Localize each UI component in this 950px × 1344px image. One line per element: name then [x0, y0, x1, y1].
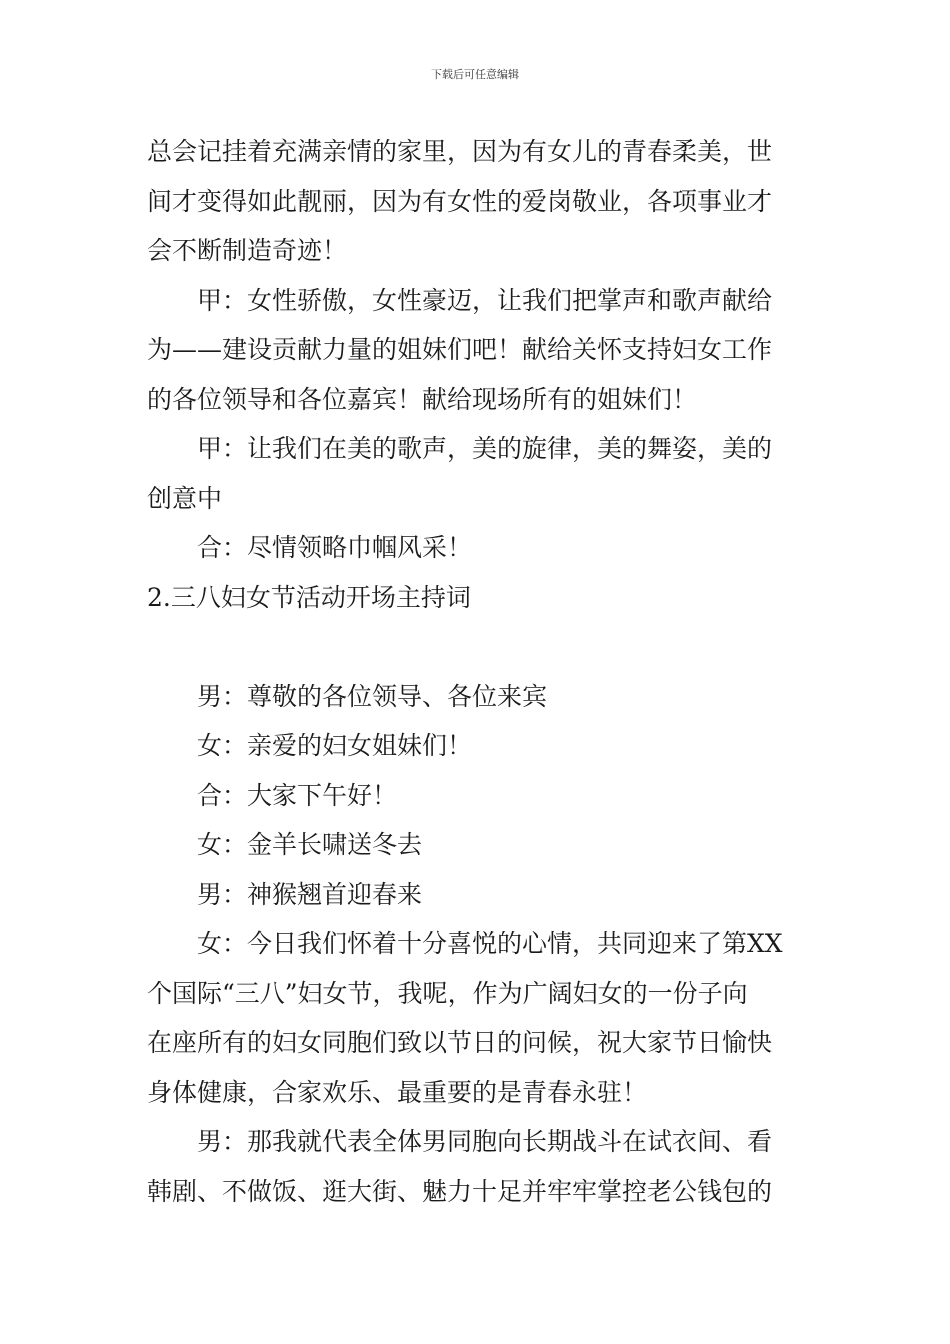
text-line: 间才变得如此靓丽，因为有女性的爱岗敬业，各项事业才	[147, 186, 773, 216]
text-line: 在座所有的妇女同胞们致以节日的问候，祝大家节日愉快	[147, 1028, 773, 1057]
dialogue-line: 甲：女性骄傲，女性豪迈，让我们把掌声和歌声献给	[197, 285, 773, 315]
dialogue-line: 女：金羊长啸送冬去	[197, 830, 423, 859]
dialogue-line: 女：今日我们怀着十分喜悦的心情，共同迎来了第XX	[197, 929, 783, 958]
dialogue-line: 男：那我就代表全体男同胞向长期战斗在试衣间、看	[197, 1127, 773, 1156]
section-heading: 2.三八妇女节活动开场主持词	[147, 582, 471, 612]
dialogue-line: 合：大家下午好！	[197, 780, 398, 810]
dialogue-line: 男：神猴翘首迎春来	[197, 879, 423, 909]
text-line: 会不断制造奇迹！	[147, 236, 348, 265]
page-header: 下载后可任意编辑	[431, 68, 519, 81]
blank-line	[147, 622, 809, 672]
text-line: 为——建设贡献力量的姐妹们吧！献给关怀支持妇女工作	[147, 335, 773, 364]
text-line: 创意中	[147, 483, 223, 513]
text-line: 个国际“三八”妇女节，我呢，作为广阔妇女的一份子向	[147, 978, 748, 1008]
text-line: 总会记挂着充满亲情的家里，因为有女儿的青春柔美，世	[147, 137, 773, 166]
text-line: 的各位领导和各位嘉宾！献给现场所有的姐妹们！	[147, 384, 698, 414]
dialogue-line: 男：尊敬的各位领导、各位来宾	[197, 681, 548, 711]
dialogue-line: 女：亲爱的妇女姐妹们！	[197, 731, 473, 760]
text-line: 身体健康，合家欢乐、最重要的是青春永驻！	[147, 1077, 648, 1107]
text-line: 韩剧、不做饭、逛大街、魅力十足并牢牢掌控老公钱包的	[147, 1176, 773, 1206]
dialogue-line: 甲：让我们在美的歌声，美的旋律，美的舞姿，美的	[197, 434, 773, 463]
dialogue-line: 合：尽情领略巾帼风采！	[197, 533, 473, 562]
document-body	[147, 127, 809, 1216]
